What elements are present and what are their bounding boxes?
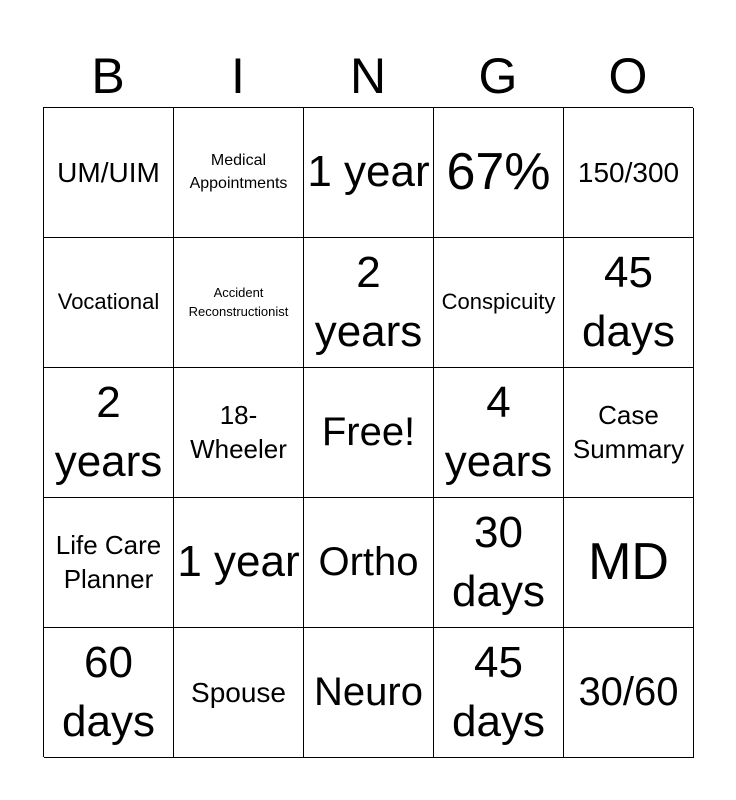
bingo-cell[interactable]: Medical Appointments <box>174 108 304 238</box>
bingo-cell[interactable]: Case Summary <box>564 368 694 498</box>
bingo-cell[interactable]: 150/300 <box>564 108 694 238</box>
free-space[interactable]: Free! <box>304 368 434 498</box>
bingo-cell[interactable]: MD <box>564 498 694 628</box>
bingo-cell[interactable]: Vocational <box>44 238 174 368</box>
bingo-cell[interactable]: UM/UIM <box>44 108 174 238</box>
bingo-board <box>43 107 693 757</box>
header-letter-n: N <box>349 48 387 104</box>
bingo-cell[interactable]: 30 days <box>434 498 564 628</box>
bingo-cell[interactable]: 30/60 <box>564 628 694 758</box>
bingo-cell[interactable]: 67% <box>434 108 564 238</box>
bingo-cell[interactable]: 45 days <box>564 238 694 368</box>
bingo-cell[interactable]: Ortho <box>304 498 434 628</box>
bingo-cell[interactable]: 45 days <box>434 628 564 758</box>
bingo-cell[interactable]: 4 years <box>434 368 564 498</box>
bingo-cell[interactable]: Life Care Planner <box>44 498 174 628</box>
header-letter-b: B <box>91 48 125 104</box>
bingo-cell[interactable]: Conspicuity <box>434 238 564 368</box>
bingo-cell[interactable]: 1 year <box>304 108 434 238</box>
header-letter-o: O <box>608 48 648 104</box>
bingo-cell[interactable]: 60 days <box>44 628 174 758</box>
bingo-cell[interactable]: Neuro <box>304 628 434 758</box>
header-letter-i: I <box>231 48 245 104</box>
bingo-cell[interactable]: 2 years <box>304 238 434 368</box>
bingo-cell[interactable]: 2 years <box>44 368 174 498</box>
bingo-cell[interactable]: 18-Wheeler <box>174 368 304 498</box>
bingo-cell[interactable]: Spouse <box>174 628 304 758</box>
bingo-header <box>43 48 693 104</box>
bingo-cell[interactable]: 1 year <box>174 498 304 628</box>
bingo-cell[interactable]: Accident Reconstructionist <box>174 238 304 368</box>
header-letter-g: G <box>478 48 518 104</box>
